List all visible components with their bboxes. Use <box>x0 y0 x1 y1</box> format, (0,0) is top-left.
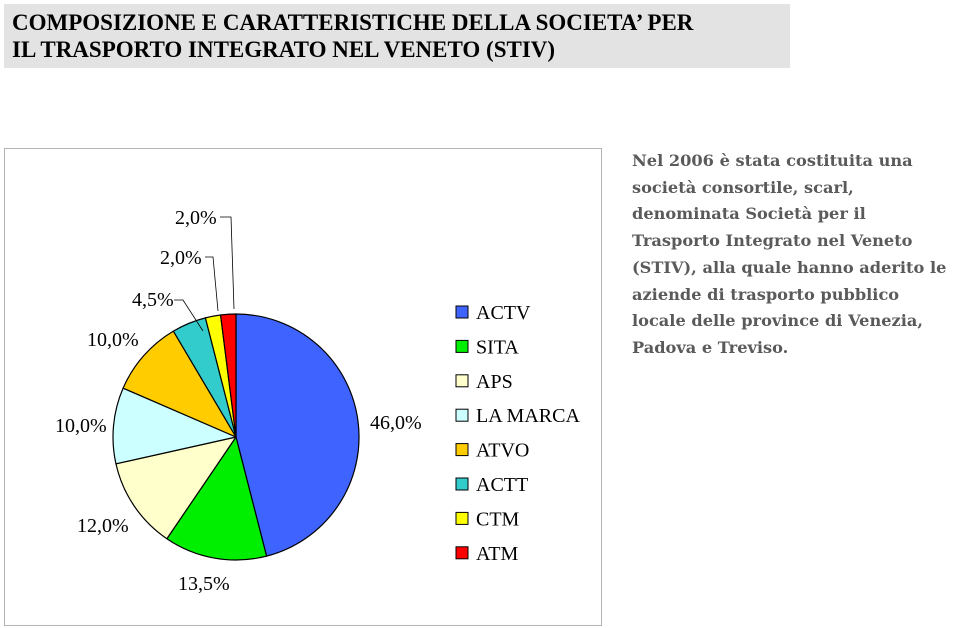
legend-label-la-marca: LA MARCA <box>476 405 580 428</box>
slice-label-actv: 46,0% <box>370 412 422 434</box>
page-title-line-1: COMPOSIZIONE E CARATTERISTICHE DELLA SOCIETA’ PER <box>12 10 694 35</box>
pie-slices <box>113 314 359 560</box>
legend-swatch-la-marca <box>456 409 468 421</box>
description-line-4: Trasporto Integrato nel Veneto <box>632 231 913 251</box>
legend-swatch-ctm <box>456 512 468 524</box>
description-line-5: (STIV), alla quale hanno aderito le <box>632 257 947 277</box>
slice-label-actt: 4,5% <box>132 289 174 311</box>
description-line-7: locale delle province di Venezia, <box>632 311 923 331</box>
page-title-line-2: IL TRASPORTO INTEGRATO NEL VENETO (STIV) <box>12 37 556 62</box>
description-line-1: Nel 2006 è stata costituita una <box>632 151 913 170</box>
legend-label-atm: ATM <box>476 542 519 565</box>
description-line-2: società consortile, scarl, <box>632 177 854 197</box>
description-line-8: Padova e Treviso. <box>632 337 789 357</box>
chart-area <box>4 148 602 626</box>
legend-label-atvo: ATVO <box>476 439 530 462</box>
chart-legend <box>456 302 580 565</box>
legend-swatch-actv <box>456 306 468 318</box>
slice-label-sita: 13,5% <box>178 573 230 595</box>
legend-swatch-atm <box>456 547 468 559</box>
pie-chart <box>5 149 603 627</box>
slice-label-aps: 12,0% <box>77 515 129 537</box>
leader-line-ctm <box>205 257 218 311</box>
description-text <box>632 148 958 362</box>
slice-label-la-marca: 10,0% <box>55 415 107 437</box>
legend-swatch-atvo <box>456 444 468 456</box>
slice-label-atvo: 10,0% <box>87 329 139 351</box>
legend-swatch-actt <box>456 478 468 490</box>
legend-label-ctm: CTM <box>476 508 520 531</box>
legend-swatch-sita <box>456 340 468 352</box>
legend-label-aps: APS <box>476 370 513 393</box>
description-line-6: aziende di trasporto pubblico <box>632 284 900 304</box>
title-bar <box>4 4 790 68</box>
legend-label-actv: ACTV <box>476 302 531 324</box>
leader-line-atm <box>220 217 234 309</box>
slice-label-ctm: 2,0% <box>160 247 202 269</box>
legend-swatch-aps <box>456 375 468 387</box>
slice-label-atm: 2,0% <box>175 207 217 229</box>
legend-label-sita: SITA <box>476 336 519 359</box>
description-line-3: denominata Società per il <box>632 204 866 224</box>
legend-label-actt: ACTT <box>476 474 529 496</box>
